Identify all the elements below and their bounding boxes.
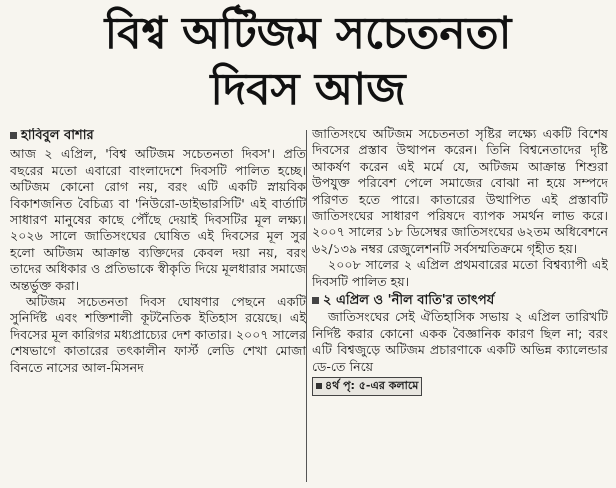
continuation-note (312, 377, 422, 395)
continuation-text: ৪র্থ পৃ: ৫-এর কলামে (325, 379, 419, 393)
paragraph: অটিজম সচেতনতা দিবস ঘোষণার পেছনে একটি সুনির্দিষ্ট এবং শক্তিশালী কূটনৈতিক ইতিহাস রয়েছে। এই দিবসের মূল কারিগর মধ্যপ্রাচ্যের দেশ কাতার। ২০০৭ সালের শেষভাগে কাতারের তৎকালীন ফার্স্ট লেডি শেখা মোজা বিনতে নাসের আল-মিসনদ (10, 294, 306, 375)
paragraph: জাতিসংঘে অটিজম সচেতনতা সৃষ্টির লক্ষ্যে একটি বিশেষ দিবসের প্রস্তাব উত্থাপন করেন। তিনি বিশ্বনেতাদের দৃষ্টি আকর্ষণ করেন এই মর্মে যে, অটিজম আক্রান্ত শিশুরা উপযুক্ত পরিবেশ পেলে সমাজের বোঝা না হয়ে সম্পদে পরিণত হতে পারে। কাতারের উত্থাপিত এই প্রস্তাবটি জাতিসংঘের সাধারণ পরিষদে ব্যাপক সমর্থন লাভ করে। ২০০৭ সালের ১৮ ডিসেম্বর জাতিসংঘের ৬২তম অধিবেশনে ৬২/১৩৯ নম্বর রেজুলেশনটি সর্বসম্মতিক্রমে গৃহীত হয়। (312, 126, 608, 256)
paragraph: আজ ২ এপ্রিল, 'বিশ্ব অটিজম সচেতনতা দিবস'। প্রতি বছরের মতো এবারো বাংলাদেশে দিবসটি পালিত হচ্ছে। অটিজম কোনো রোগ নয়, বরং এটি একটি স্নায়বিক বিকাশজনিত বৈচিত্র্য বা 'নিউরো-ডাইভারসিটি' এই বার্তাটি সাধারণ মানুষের কাছে পৌঁছে দেয়াই দিবসটির মূল লক্ষ্য। ২০২৬ সালে জাতিসংঘের ঘোষিত এই দিবসের মূল সুর হলো অটিজম আক্রান্ত ব্যক্তিদের কেবল দয়া নয়, বরং তাদের অধিকার ও প্রতিভাকে স্বীকৃতি দিয়ে মূলধারার সমাজে অন্তর্ভুক্ত করা। (10, 146, 306, 293)
article-right-column (312, 126, 608, 480)
headline-line-1: বিশ্ব অটিজম সচেতনতা (104, 8, 512, 59)
bullet-square-icon (10, 132, 17, 139)
paragraph: ২০০৮ সালের ২ এপ্রিল প্রথমবারের মতো বিশ্বব্যাপী এই দিবসটি পালিত হয়। (312, 257, 608, 289)
column-divider (306, 130, 307, 482)
subheading (312, 293, 608, 309)
paragraph: জাতিসংঘের সেই ঐতিহাসিক সভায় ২ এপ্রিল তারিখটি নির্দিষ্ট করার কোনো একক বৈজ্ঞানিক কারণ ছিল না; বরং এটি বিশ্বজুড়ে অটিজম প্রচারণাকে একটি অভিন্ন ক্যালেন্ডার ডে-তে নিয়ে (312, 309, 608, 374)
bullet-square-icon (316, 383, 322, 389)
byline (10, 128, 306, 144)
bullet-square-icon (312, 297, 319, 304)
author-name: হাবিবুল বাশার (21, 128, 94, 143)
headline (0, 6, 616, 118)
subheading-text: ২ এপ্রিল ও 'নীল বাতি'র তাৎপর্য (323, 293, 495, 309)
article-left-column (10, 128, 306, 482)
headline-line-2: দিবস আজ (210, 64, 406, 115)
